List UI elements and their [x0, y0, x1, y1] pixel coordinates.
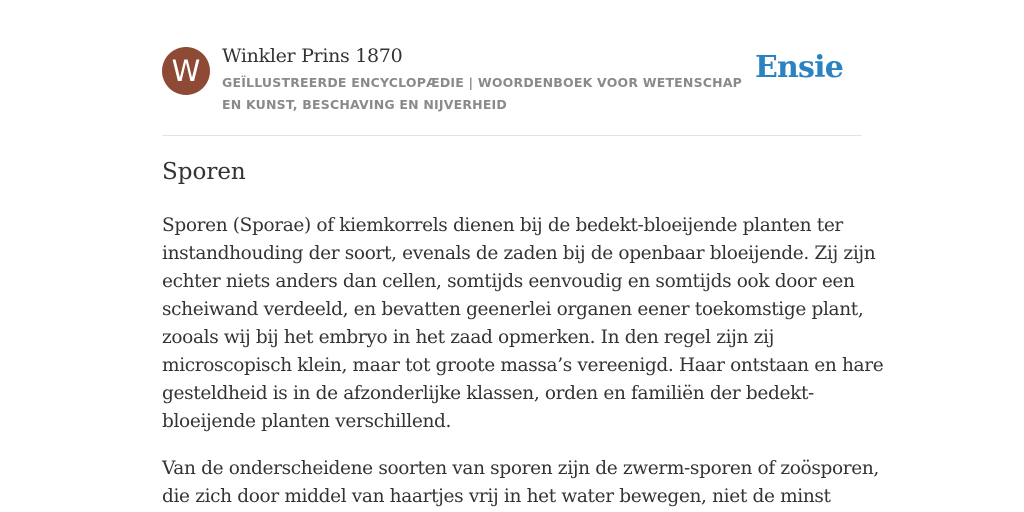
article-body [162, 212, 884, 512]
paragraph-2 [162, 455, 879, 511]
source-subtitle: GEÏLLUSTREERDE ENCYCLOPÆDIE | WOORDENBOEK VOOR WETENSCHAP EN KUNST, BESCHAVING EN NIJVERHEID [222, 75, 743, 112]
source-avatar[interactable]: W [162, 47, 210, 95]
text-line: die zich door middel van haartjes vrij in het water bewegen, niet de minst [162, 486, 831, 507]
text-line: bloeijende planten verschillend. [162, 411, 452, 432]
article-title: Sporen [162, 159, 246, 185]
paragraph-1 [162, 212, 884, 436]
text-line: Sporen (Sporae) of kiemkorrels dienen bij de bedekt-bloeijende planten ter [162, 215, 843, 236]
source-title[interactable]: Winkler Prins 1870 [222, 45, 403, 67]
text-line: Van de onderscheidene soorten van sporen zijn de zwerm-sporen of zoösporen, [162, 458, 879, 479]
text-line: zooals wij bij het embryo in het zaad opmerken. In den regel zijn zij [162, 327, 774, 348]
text-line: scheiwand verdeeld, en bevatten geenerlei organen eener toekomstige plant, [162, 299, 864, 320]
text-line: instandhouding der soort, evenals de zaden bij de openbaar bloeijende. Zij zijn [162, 243, 876, 264]
ensie-logo-link[interactable]: Ensie [754, 50, 843, 85]
source-header [162, 44, 862, 136]
text-line: echter niets anders dan cellen, somtijds eenvoudig en somtijds ook door een [162, 271, 855, 292]
text-line: gesteldheid is in de afzonderlijke klassen, orden en familiën der bedekt- [162, 383, 814, 404]
text-line: microscopisch klein, maar tot groote massa’s vereenigd. Haar ontstaan en hare [162, 355, 884, 376]
